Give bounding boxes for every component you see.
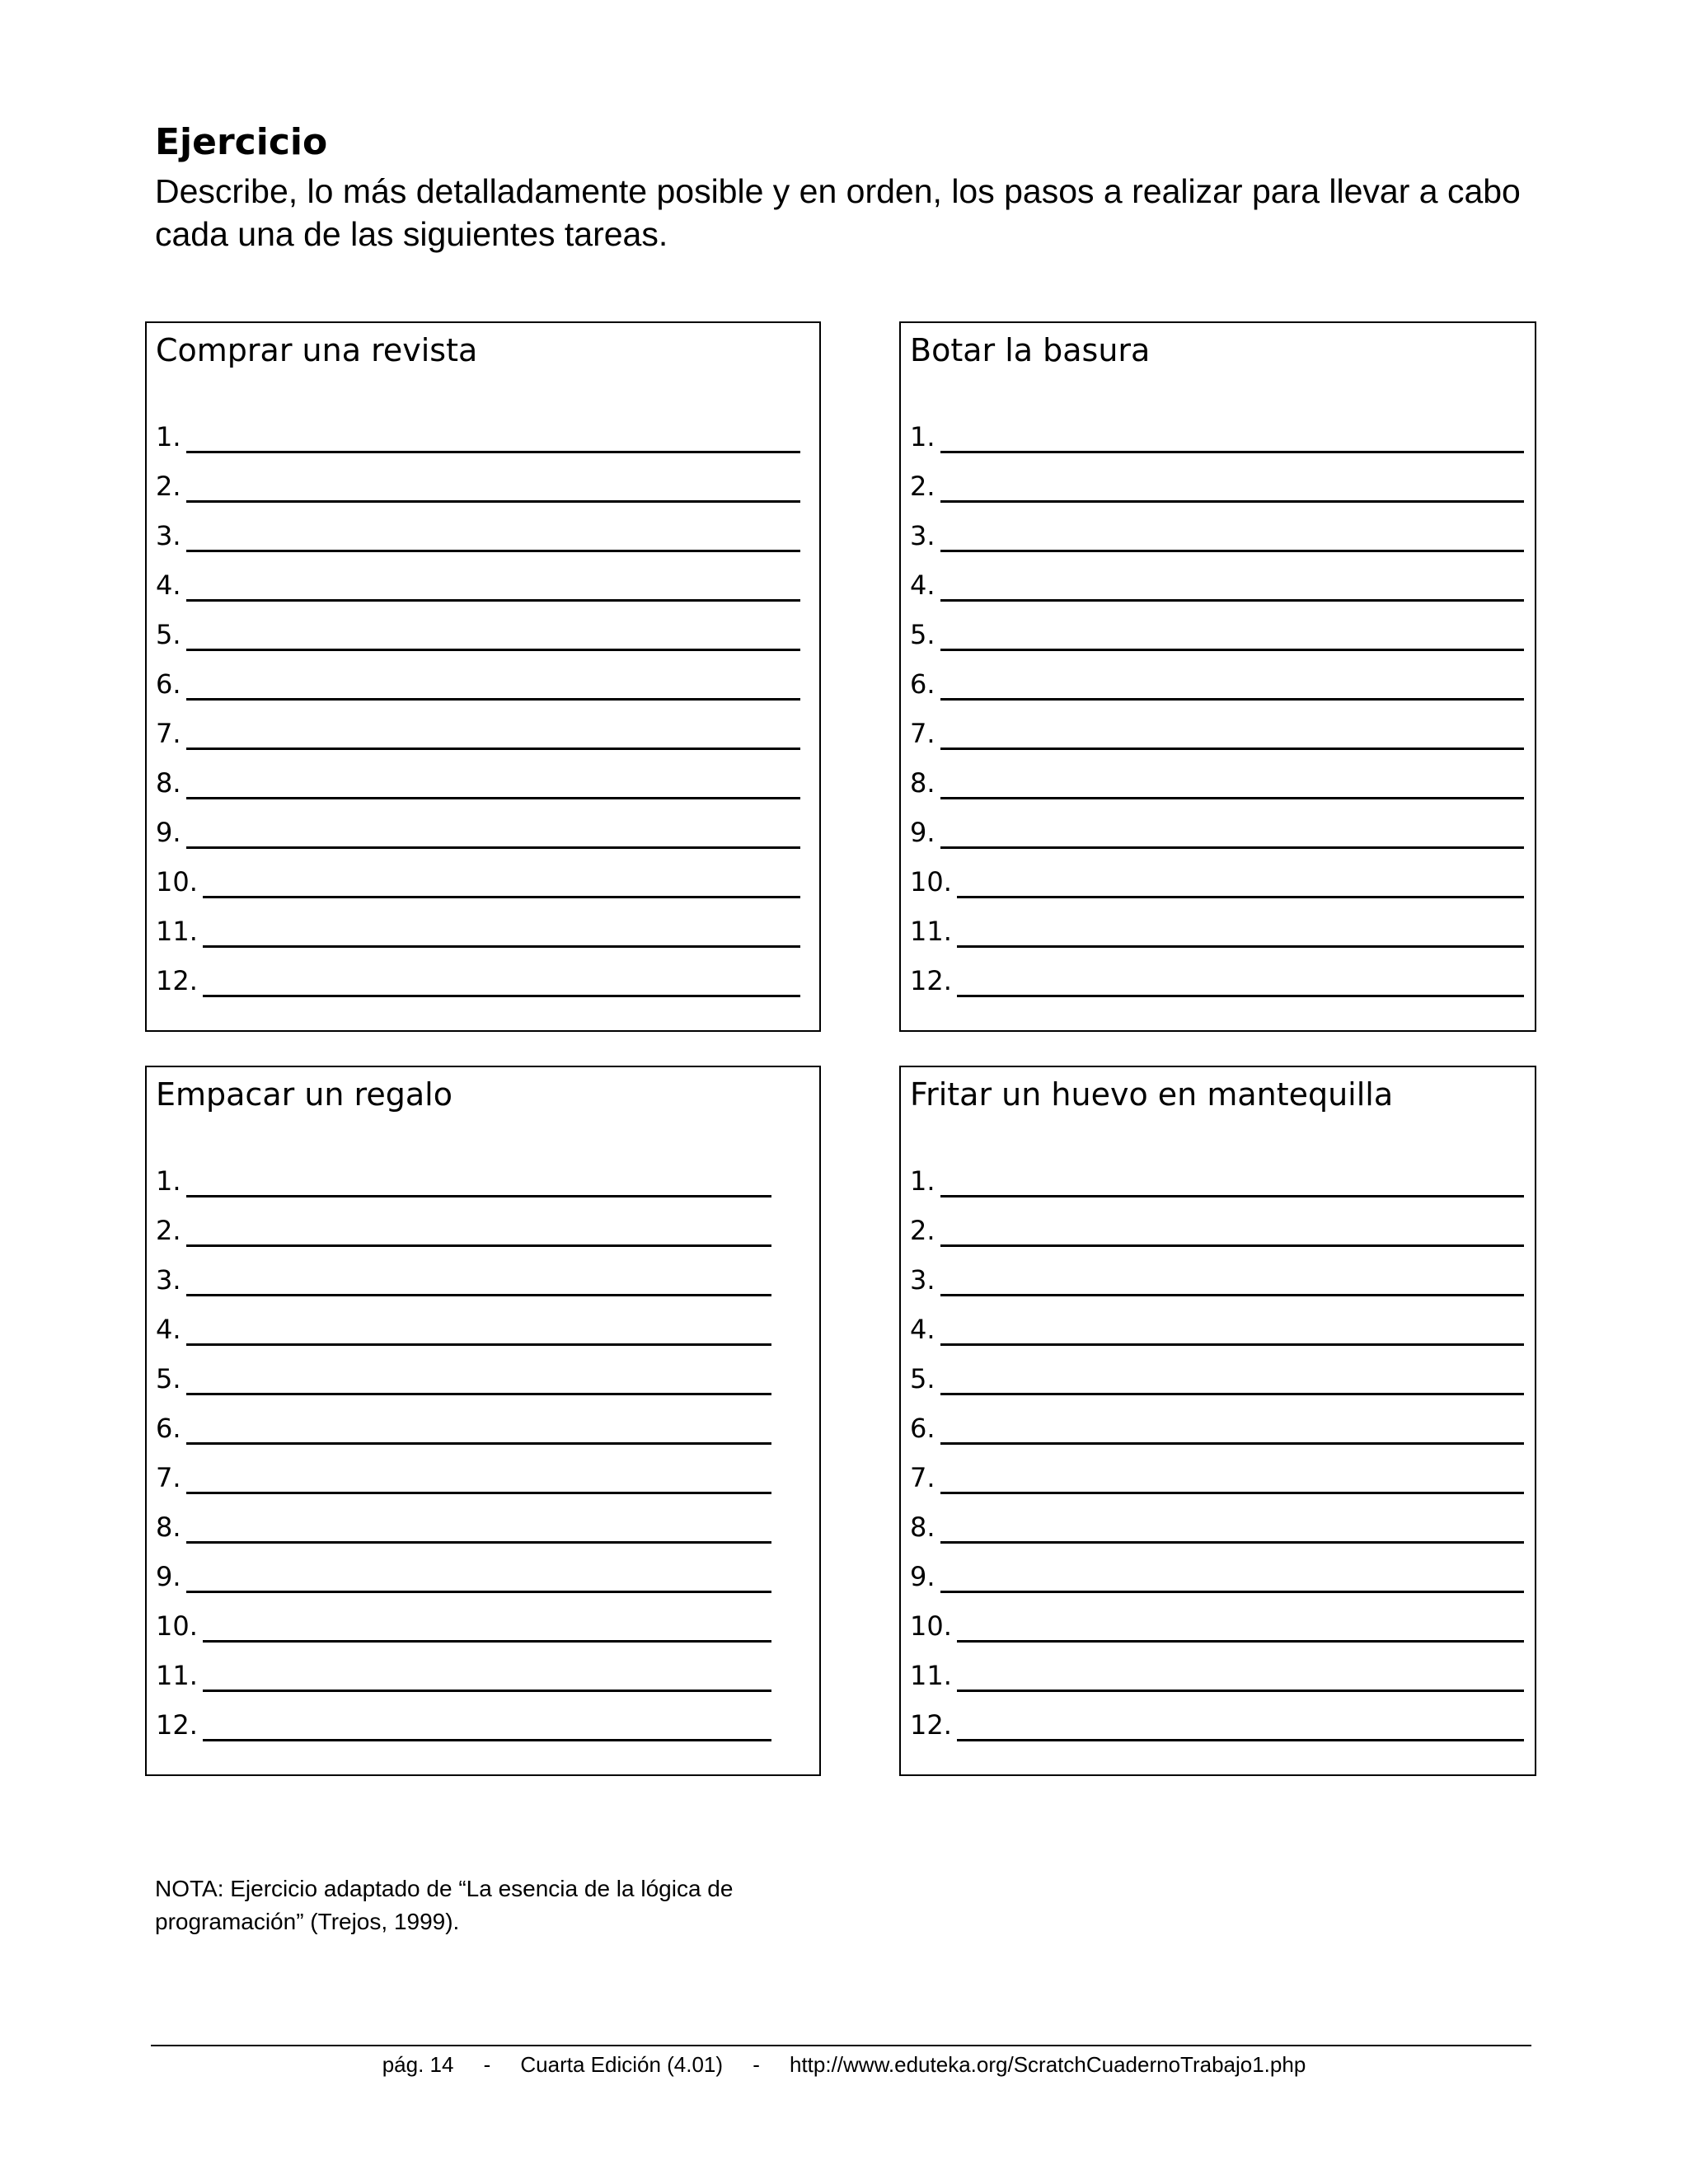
step-number: 2. xyxy=(910,471,935,502)
step-line xyxy=(910,1554,1535,1603)
answer-blank-line[interactable] xyxy=(186,1343,771,1346)
step-number: 6. xyxy=(910,1413,935,1444)
step-line xyxy=(156,612,819,661)
step-number: 11. xyxy=(910,1660,952,1691)
answer-blank-line[interactable] xyxy=(940,649,1524,651)
step-number: 2. xyxy=(910,1215,935,1246)
answer-blank-line[interactable] xyxy=(186,1591,771,1593)
step-number: 3. xyxy=(156,1264,181,1296)
answer-blank-line[interactable] xyxy=(186,748,800,750)
step-number: 5. xyxy=(910,1363,935,1394)
step-line xyxy=(156,710,819,760)
step-line xyxy=(910,661,1535,710)
step-number: 4. xyxy=(910,1314,935,1345)
answer-blank-line[interactable] xyxy=(203,945,800,948)
step-number: 11. xyxy=(156,1660,198,1691)
answer-blank-line[interactable] xyxy=(203,1640,771,1643)
step-number: 1. xyxy=(156,421,181,452)
step-line xyxy=(156,513,819,562)
step-line xyxy=(910,1356,1535,1405)
answer-blank-line[interactable] xyxy=(957,995,1524,997)
task-box-comprar-revista xyxy=(145,321,821,1032)
step-number: 1. xyxy=(910,421,935,452)
step-line xyxy=(910,562,1535,612)
answer-blank-line[interactable] xyxy=(186,1492,771,1494)
step-line xyxy=(910,1158,1535,1207)
step-line xyxy=(910,612,1535,661)
step-line xyxy=(910,1207,1535,1257)
step-number: 8. xyxy=(910,1511,935,1543)
step-number: 5. xyxy=(910,619,935,650)
step-line xyxy=(156,463,819,513)
step-line xyxy=(156,1603,819,1652)
step-line xyxy=(910,1405,1535,1455)
step-number: 7. xyxy=(156,718,181,749)
step-line xyxy=(910,1455,1535,1504)
step-number: 3. xyxy=(156,520,181,551)
answer-blank-line[interactable] xyxy=(940,698,1524,701)
answer-blank-line[interactable] xyxy=(940,1195,1524,1197)
answer-blank-line[interactable] xyxy=(186,451,800,453)
step-number: 4. xyxy=(910,569,935,601)
answer-blank-line[interactable] xyxy=(186,698,800,701)
step-number: 10. xyxy=(156,1610,198,1642)
step-line xyxy=(156,1306,819,1356)
step-number: 2. xyxy=(156,471,181,502)
step-line xyxy=(910,1257,1535,1306)
step-line xyxy=(910,859,1535,908)
task-box-fritar-huevo xyxy=(899,1066,1536,1776)
step-number: 3. xyxy=(910,520,935,551)
step-line xyxy=(156,1652,819,1702)
footer-separator: - xyxy=(753,2052,760,2077)
step-number: 4. xyxy=(156,1314,181,1345)
answer-blank-line[interactable] xyxy=(186,846,800,849)
step-number: 12. xyxy=(156,1709,198,1741)
answer-blank-line[interactable] xyxy=(940,797,1524,799)
step-list xyxy=(156,1158,819,1751)
step-line xyxy=(910,1504,1535,1554)
step-line xyxy=(156,1356,819,1405)
step-line xyxy=(910,1702,1535,1751)
footer-url[interactable]: http://www.eduteka.org/ScratchCuadernoTrabajo1.php xyxy=(789,2052,1306,2077)
answer-blank-line[interactable] xyxy=(203,1690,771,1692)
answer-blank-line[interactable] xyxy=(940,846,1524,849)
step-line xyxy=(156,958,819,1007)
step-number: 9. xyxy=(156,1561,181,1592)
step-number: 2. xyxy=(156,1215,181,1246)
page-number: pág. 14 xyxy=(382,2052,454,2077)
step-line xyxy=(156,1702,819,1751)
step-number: 8. xyxy=(156,1511,181,1543)
step-number: 7. xyxy=(910,1462,935,1493)
step-number: 1. xyxy=(910,1165,935,1197)
answer-blank-line[interactable] xyxy=(940,748,1524,750)
step-number: 12. xyxy=(156,965,198,996)
step-number: 11. xyxy=(910,916,952,947)
step-number: 7. xyxy=(156,1462,181,1493)
step-line xyxy=(156,1405,819,1455)
step-list xyxy=(910,1158,1535,1751)
answer-blank-line[interactable] xyxy=(957,1640,1524,1643)
source-note: NOTA: Ejercicio adaptado de “La esencia de la lógica de programación” (Trejos, 1999). xyxy=(155,1876,734,1934)
edition-label: Cuarta Edición (4.01) xyxy=(520,2052,724,2077)
answer-blank-line[interactable] xyxy=(186,1244,771,1247)
step-number: 5. xyxy=(156,619,181,650)
step-number: 9. xyxy=(910,1561,935,1592)
step-line xyxy=(910,1306,1535,1356)
step-number: 6. xyxy=(156,668,181,700)
step-line xyxy=(156,1207,819,1257)
task-title: Fritar un huevo en mantequilla xyxy=(910,1076,1394,1113)
step-number: 6. xyxy=(910,668,935,700)
step-line xyxy=(910,1652,1535,1702)
step-line xyxy=(156,908,819,958)
step-number: 1. xyxy=(156,1165,181,1197)
answer-blank-line[interactable] xyxy=(186,1442,771,1445)
step-number: 8. xyxy=(910,767,935,799)
answer-blank-line[interactable] xyxy=(940,500,1524,503)
answer-blank-line[interactable] xyxy=(940,1492,1524,1494)
answer-blank-line[interactable] xyxy=(940,1442,1524,1445)
step-line xyxy=(156,562,819,612)
answer-blank-line[interactable] xyxy=(186,500,800,503)
step-line xyxy=(910,1603,1535,1652)
step-line xyxy=(156,760,819,809)
step-line xyxy=(156,859,819,908)
footer-divider xyxy=(151,2045,1531,2046)
answer-blank-line[interactable] xyxy=(940,1244,1524,1247)
answer-blank-line[interactable] xyxy=(957,896,1524,898)
answer-blank-line[interactable] xyxy=(940,1294,1524,1296)
task-box-botar-basura xyxy=(899,321,1536,1032)
answer-blank-line[interactable] xyxy=(186,649,800,651)
task-title: Botar la basura xyxy=(910,332,1151,368)
step-line xyxy=(156,1455,819,1504)
step-number: 3. xyxy=(910,1264,935,1296)
answer-blank-line[interactable] xyxy=(940,599,1524,602)
answer-blank-line[interactable] xyxy=(957,1690,1524,1692)
step-line xyxy=(910,809,1535,859)
step-line xyxy=(156,1158,819,1207)
task-box-empacar-regalo xyxy=(145,1066,821,1776)
step-number: 4. xyxy=(156,569,181,601)
answer-blank-line[interactable] xyxy=(186,1195,771,1197)
step-number: 7. xyxy=(910,718,935,749)
step-line xyxy=(910,908,1535,958)
step-line xyxy=(910,958,1535,1007)
step-number: 11. xyxy=(156,916,198,947)
step-number: 10. xyxy=(156,866,198,898)
answer-blank-line[interactable] xyxy=(203,995,800,997)
answer-blank-line[interactable] xyxy=(940,1591,1524,1593)
answer-blank-line[interactable] xyxy=(186,599,800,602)
step-number: 8. xyxy=(156,767,181,799)
step-number: 5. xyxy=(156,1363,181,1394)
answer-blank-line[interactable] xyxy=(186,550,800,552)
step-number: 10. xyxy=(910,1610,952,1642)
page-footer xyxy=(0,2050,1688,2079)
footer-separator: - xyxy=(483,2052,491,2077)
step-number: 6. xyxy=(156,1413,181,1444)
step-line xyxy=(156,1554,819,1603)
step-line xyxy=(156,809,819,859)
answer-blank-line[interactable] xyxy=(940,1343,1524,1346)
step-list xyxy=(156,414,819,1007)
step-line xyxy=(910,513,1535,562)
answer-blank-line[interactable] xyxy=(186,1294,771,1296)
answer-blank-line[interactable] xyxy=(186,797,800,799)
step-number: 9. xyxy=(910,817,935,848)
answer-blank-line[interactable] xyxy=(203,1739,771,1741)
answer-blank-line[interactable] xyxy=(186,1541,771,1544)
answer-blank-line[interactable] xyxy=(940,1541,1524,1544)
task-title: Comprar una revista xyxy=(156,332,478,368)
answer-blank-line[interactable] xyxy=(957,945,1524,948)
answer-blank-line[interactable] xyxy=(940,550,1524,552)
answer-blank-line[interactable] xyxy=(957,1739,1524,1741)
answer-blank-line[interactable] xyxy=(186,1393,771,1395)
step-number: 10. xyxy=(910,866,952,898)
step-line xyxy=(156,414,819,463)
step-line xyxy=(156,661,819,710)
answer-blank-line[interactable] xyxy=(940,451,1524,453)
step-line xyxy=(156,1504,819,1554)
answer-blank-line[interactable] xyxy=(203,896,800,898)
task-title: Empacar un regalo xyxy=(156,1076,452,1113)
step-number: 9. xyxy=(156,817,181,848)
step-line xyxy=(156,1257,819,1306)
answer-blank-line[interactable] xyxy=(940,1393,1524,1395)
step-number: 12. xyxy=(910,1709,952,1741)
step-line xyxy=(910,760,1535,809)
exercise-heading: Ejercicio xyxy=(155,121,328,163)
step-number: 12. xyxy=(910,965,952,996)
step-line xyxy=(910,463,1535,513)
exercise-instructions: Describe, lo más detalladamente posible y en orden, los pasos a realizar para llevar a cabo cada una de las siguientes tareas. xyxy=(155,172,1521,253)
step-line xyxy=(910,710,1535,760)
step-list xyxy=(910,414,1535,1007)
step-line xyxy=(910,414,1535,463)
